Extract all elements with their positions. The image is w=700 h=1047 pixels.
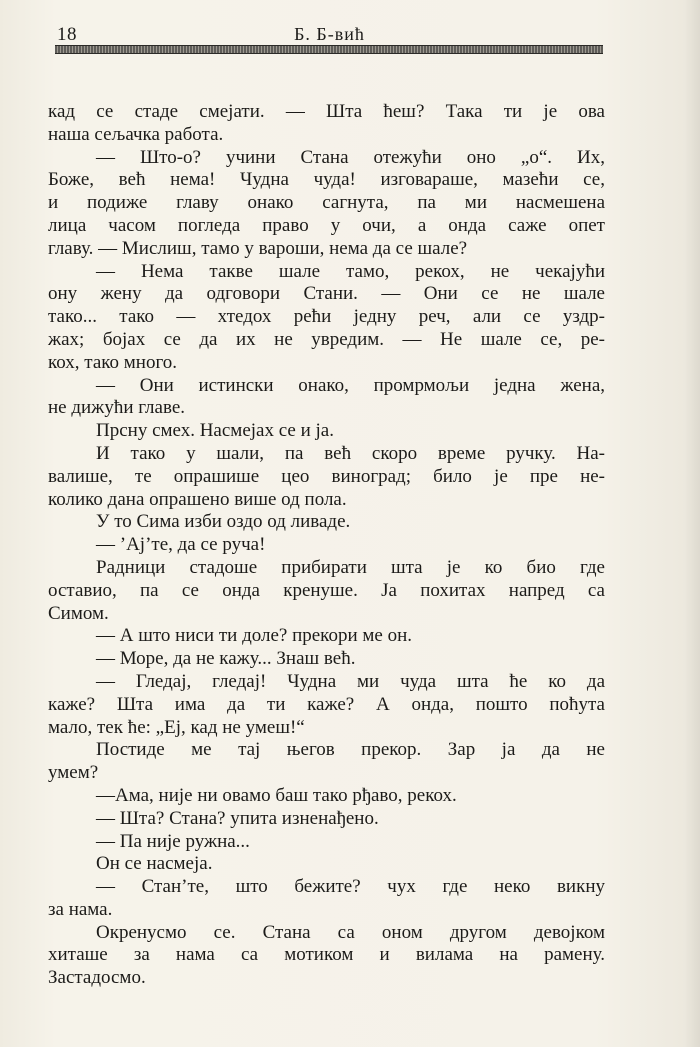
text-line: — Гледај, гледај! Чудна ми чуда шта ће ко да [96, 670, 605, 692]
text-line: колико дана опрашено више од пола. [48, 488, 347, 510]
text-line: оставио, па се онда кренуше. Ја похитах напред са [48, 579, 605, 601]
text-line: Он се насмеја. [96, 853, 213, 875]
text-line: — ’Ај’те, да се руча! [96, 534, 266, 556]
text-line: —Ама, није ни овамо баш тако рђаво, рекох. [96, 784, 457, 806]
text-line: хиташе за нама са мотиком и вилама на рамену. [48, 944, 605, 966]
text-line: наша сељачка работа. [48, 123, 224, 145]
text-line: не дижући главе. [48, 397, 186, 419]
text-line: — Стан’те, што бежите? чух где неко викну [96, 876, 605, 898]
text-line: — Шта? Стана? упита изненађено. [96, 807, 379, 829]
text-line: — Они истински онако, промрмољи једна жена, [96, 374, 605, 396]
text-line: Окренусмо се. Стана са оном другом девојком [96, 921, 605, 943]
text-line: Прсну смех. Насмејах се и ја. [96, 420, 334, 442]
text-line: валише, те опрашише цео виноград; било је пре не- [48, 465, 605, 487]
text-line: каже? Шта има да ти каже? А онда, пошто поћута [48, 693, 605, 715]
text-line: — Нема такве шале тамо, рекох, не чекајући [96, 260, 605, 282]
text-line: — Што-о? учини Стана отежући оно „о“. Их, [96, 146, 605, 168]
text-line: мало, тек ће: „Еј, кад не умеш!“ [48, 716, 305, 738]
header-rule-ornament [55, 46, 603, 53]
text-line: Боже, већ нема! Чудна чуда! изговараше, мазећи се, [48, 169, 605, 191]
text-line: Застадосмо. [48, 967, 146, 989]
page-number: 18 [57, 24, 77, 45]
text-line: жах; бојах се да их не увредим. — Не шале се, ре- [48, 328, 605, 350]
text-line: кад се стаде смејати. — Шта ћеш? Така ти је ова [48, 101, 605, 122]
text-line: за нама. [48, 898, 113, 920]
header-rule-line-bottom [55, 53, 603, 54]
text-line: лица часом погледа право у очи, а онда саже опет [48, 214, 605, 236]
text-line: кох, тако много. [48, 351, 178, 373]
text-line: Радници стадоше прибирати шта је ко био где [96, 556, 605, 578]
text-line: Постиде ме тај његов прекор. Зар ја да не [96, 739, 605, 761]
page-header [57, 24, 602, 46]
text-line: тако... тако — хтедох рећи једну реч, али се уздр- [48, 306, 605, 328]
text-line: главу. — Мислиш, тамо у вароши, нема да се шале? [48, 237, 468, 259]
text-line: Симом. [48, 602, 109, 624]
running-head: Б. Б-вић [294, 24, 365, 44]
text-line: и подиже главу онако сагнута, па ми насмешена [48, 192, 605, 214]
page-edge-shadow [684, 0, 700, 1047]
text-line: И тако у шали, па већ скоро време ручку. На- [96, 442, 605, 464]
text-line: У то Сима изби оздо од ливаде. [96, 511, 351, 533]
text-line: умем? [48, 762, 99, 784]
text-line: — А што ниси ти доле? прекори ме он. [96, 625, 412, 647]
body-text [48, 101, 605, 990]
text-line: — Па није ружна... [96, 830, 250, 852]
text-line: ону жену да одговори Стани. — Они се не шале [48, 283, 605, 305]
text-line: — Море, да не кажу... Знаш већ. [96, 648, 356, 670]
